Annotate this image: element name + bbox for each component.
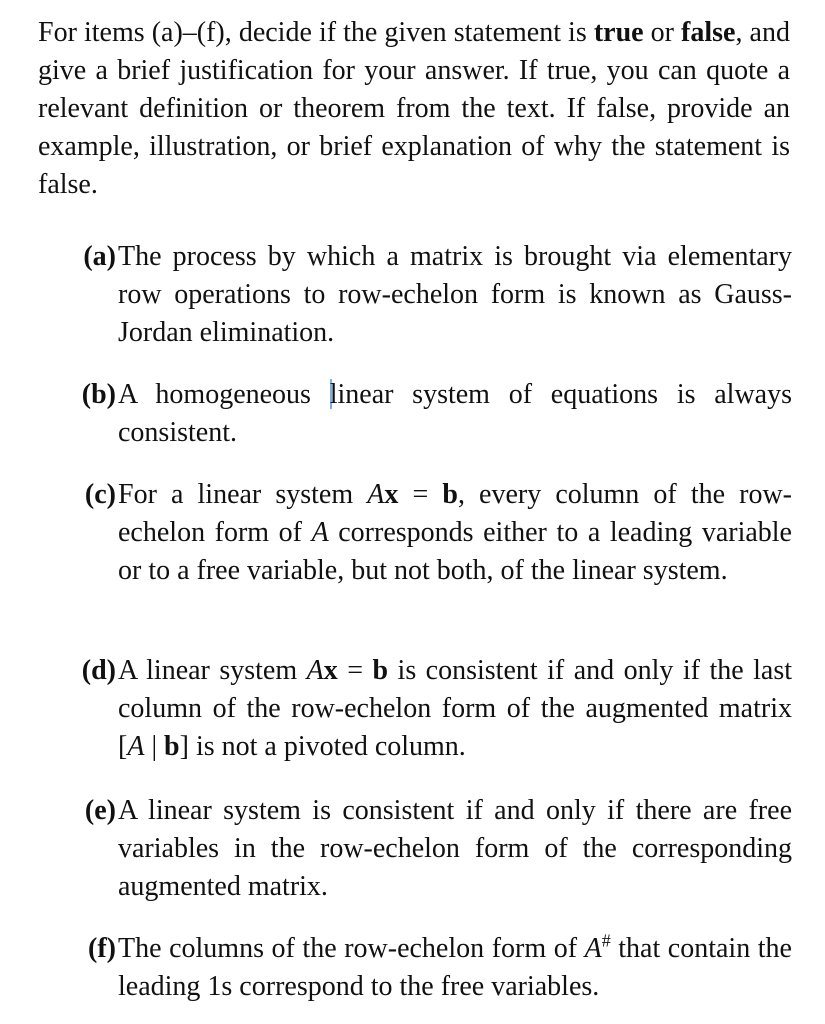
true-keyword: true xyxy=(593,17,644,48)
instructions-paragraph xyxy=(38,14,790,204)
intro-text-3: , and give a brief justification for your answer. If true, you can quote a relevant definition or theorem from the text. If false, provide an example, illustration, or brief explanation of why the statement is false. xyxy=(38,17,790,200)
item-c-label: (c) xyxy=(84,479,116,510)
false-keyword: false xyxy=(681,17,736,48)
item-d xyxy=(62,652,792,766)
item-f-label: (f) xyxy=(88,933,116,964)
item-a xyxy=(62,238,792,352)
item-c xyxy=(62,476,792,590)
item-e-text: A linear system is consistent if and only if there are free variables in the row-echelon form of the corresponding augmented matrix. xyxy=(118,795,792,902)
item-b-text: A homogeneous linear system of equations is always consistent. xyxy=(118,379,792,448)
item-a-label: (a) xyxy=(83,241,116,272)
item-d-label: (d) xyxy=(81,655,116,686)
item-c-text: For a linear system Ax = b, every column of the row-echelon form of A corresponds either to a leading variable or to a free variable, but not both, of the linear system. xyxy=(118,479,793,586)
intro-text-1: For items (a)–(f), decide if the given statement is xyxy=(38,17,594,48)
item-f xyxy=(62,930,792,1006)
item-d-text: A linear system Ax = b is consistent if and only if the last column of the row-echelon form of the augmented matrix [A | b] is not a pivoted column. xyxy=(118,655,793,762)
item-b-label: (b) xyxy=(81,379,116,410)
item-e xyxy=(62,792,792,906)
item-f-text: The columns of the row-echelon form of A# that contain the leading 1s correspond to the free variables. xyxy=(118,930,792,1002)
item-a-text: The process by which a matrix is brought via elementary row operations to row-echelon form is known as Gauss-Jordan elimination. xyxy=(118,241,792,348)
intro-text-2: or xyxy=(643,17,682,48)
item-e-label: (e) xyxy=(84,795,116,826)
item-b xyxy=(62,376,792,452)
